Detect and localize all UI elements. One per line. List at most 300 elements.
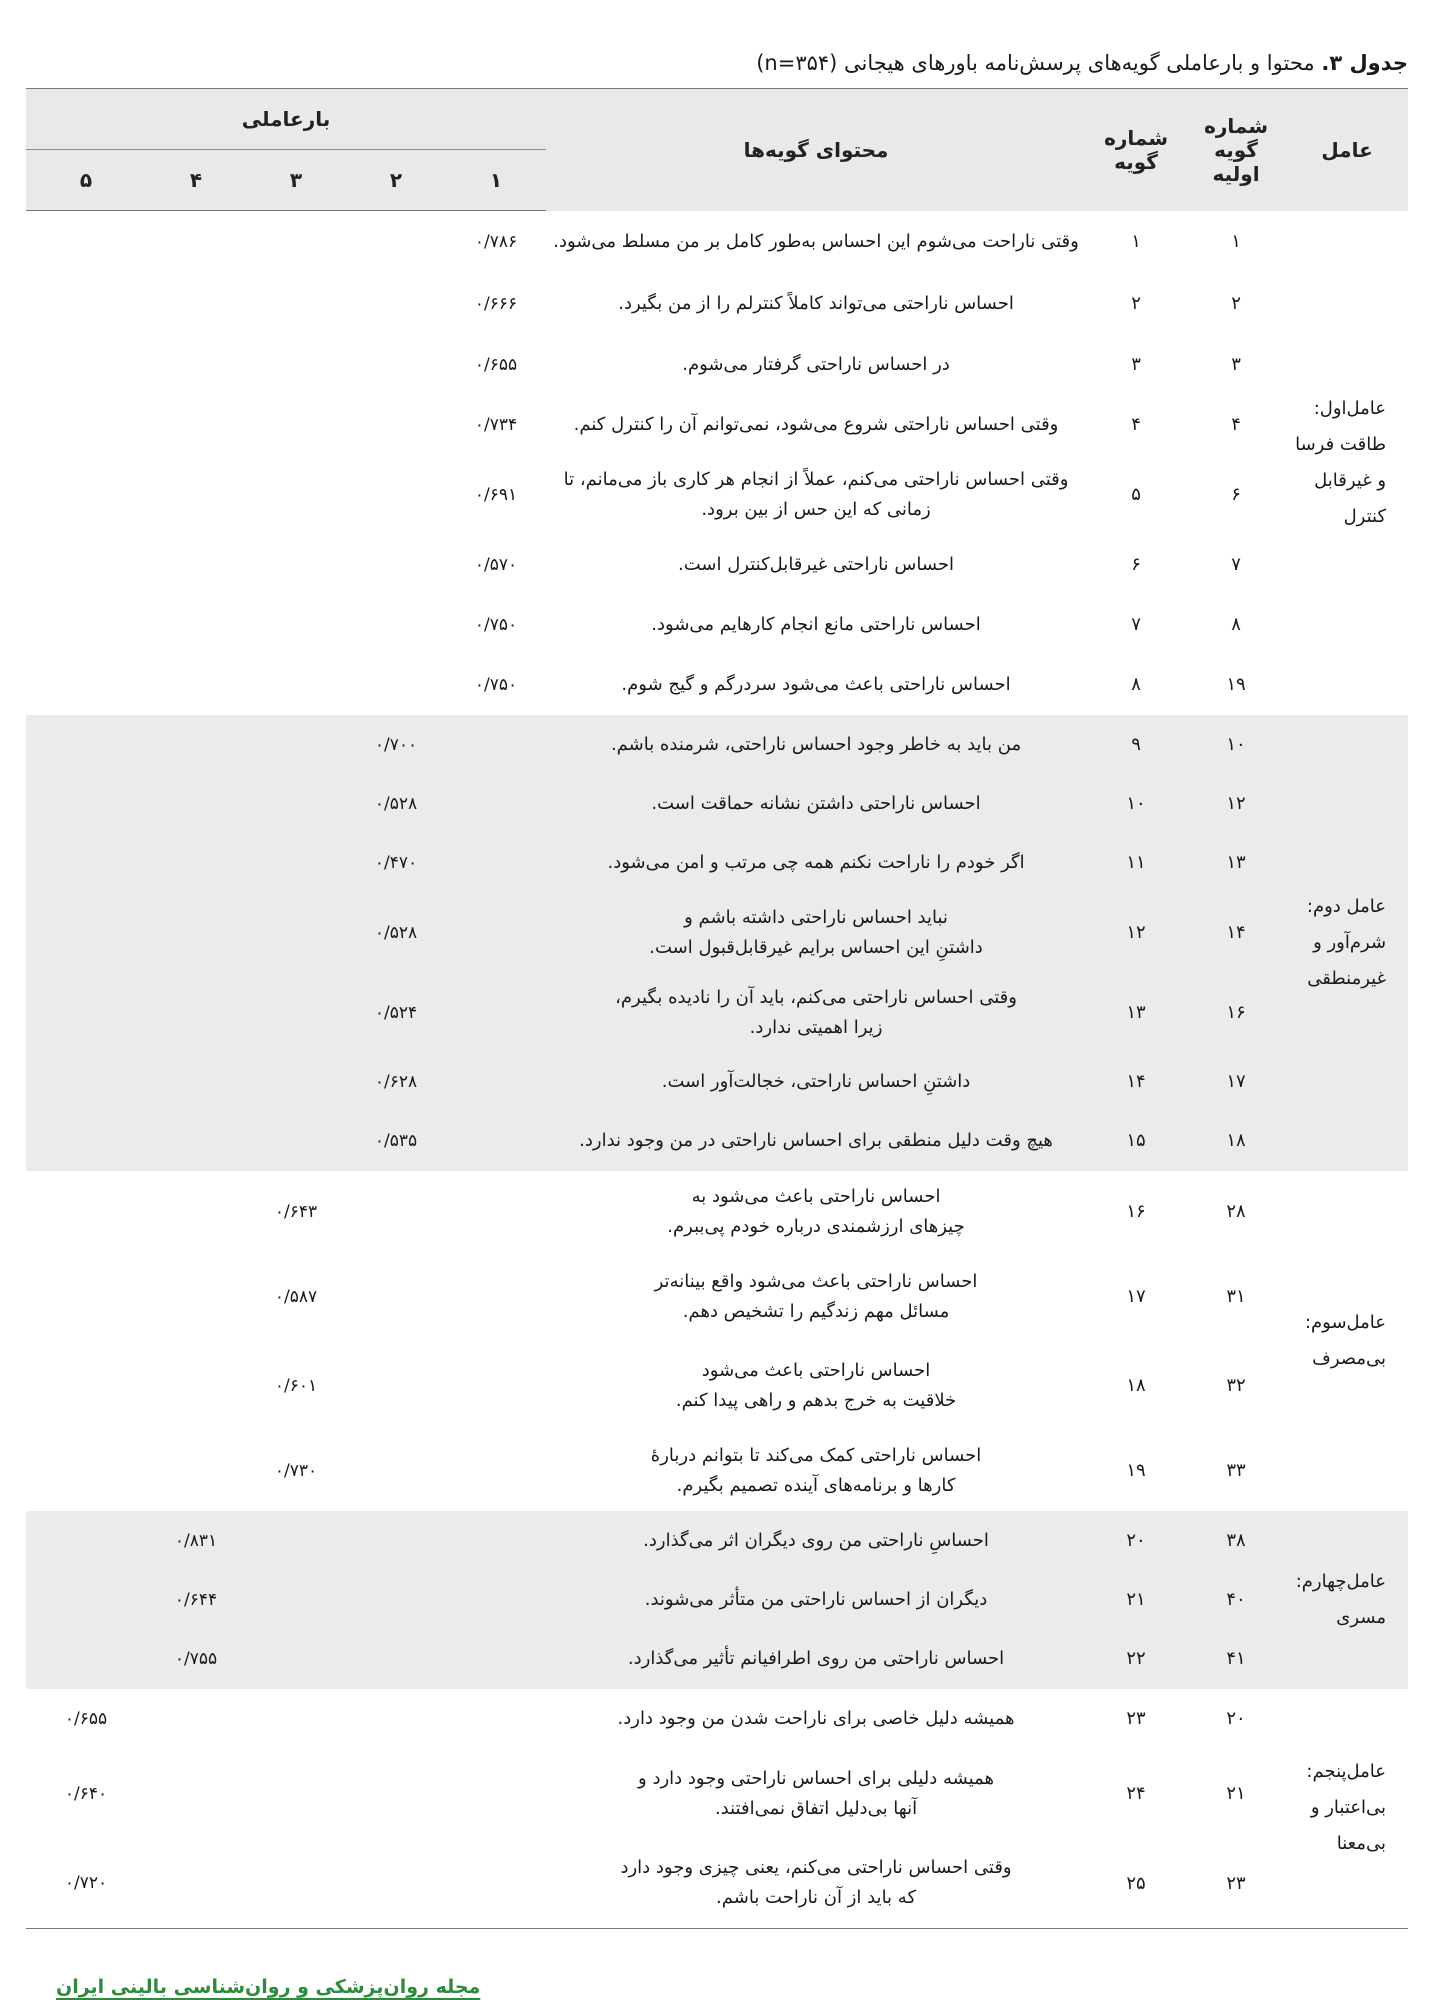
table-row (26, 1253, 1408, 1341)
initial-item-number-text: ۳۳ (1226, 1460, 1246, 1481)
item-content-text: وقتی احساس ناراحتی می‌کنم، یعنی چیزی وجود دارد که باید از آن ناراحت باشم. (620, 1857, 1012, 1909)
initial-item-number-text: ۲۸ (1226, 1201, 1246, 1222)
loading-cell (346, 1111, 446, 1171)
item-content (546, 273, 1086, 335)
loading-cell (26, 1171, 146, 1253)
loading-cell (446, 655, 546, 715)
loading-cell (146, 775, 246, 833)
initial-item-number (1186, 273, 1286, 335)
loading-cell (246, 455, 346, 535)
header-factor: عامل (1286, 89, 1408, 211)
table-row (26, 211, 1408, 273)
loading-value: ۰/۸۳۱ (174, 1530, 218, 1551)
item-content-text: احساس ناراحتی من روی اطرافیانم تأثیر می‌گذارد. (627, 1647, 1005, 1669)
table-page (26, 38, 1408, 1998)
item-content (546, 973, 1086, 1053)
item-number-text: ۱۵ (1126, 1130, 1146, 1151)
loading-cell (26, 1689, 146, 1749)
initial-item-number (1186, 1571, 1286, 1629)
item-number-text: ۱ (1131, 231, 1141, 252)
item-content-text: احساسِ ناراحتی من روی دیگران اثر می‌گذارد. (643, 1529, 989, 1551)
table-row (26, 535, 1408, 595)
loading-cell (26, 1571, 146, 1629)
loading-cell (146, 1749, 246, 1839)
item-number (1086, 1111, 1186, 1171)
loading-cell (446, 535, 546, 595)
initial-item-number-text: ۱۳ (1226, 852, 1246, 873)
initial-item-number (1186, 973, 1286, 1053)
loading-cell (146, 1571, 246, 1629)
loading-value: ۰/۶۴۳ (274, 1201, 318, 1222)
loading-cell (26, 893, 146, 973)
loading-cell (346, 595, 446, 655)
item-number (1086, 1431, 1186, 1511)
header-loading-col: ۳ (246, 150, 346, 211)
item-content-text: داشتنِ احساس ناراحتی، خجالت‌آور است. (661, 1070, 971, 1092)
loading-cell (26, 1839, 146, 1929)
item-number-text: ۵ (1131, 484, 1141, 505)
loading-cell (346, 1253, 446, 1341)
loading-cell (346, 893, 446, 973)
item-content (546, 1341, 1086, 1431)
loading-cell (246, 1171, 346, 1253)
initial-item-number-text: ۴۱ (1226, 1648, 1246, 1669)
initial-item-number (1186, 1431, 1286, 1511)
item-content-text: وقتی احساس ناراحتی شروع می‌شود، نمی‌توانم آن را کنترل کنم. (573, 413, 1059, 435)
loading-value: ۰/۶۹۱ (474, 484, 518, 505)
loading-cell (346, 1749, 446, 1839)
loading-cell (246, 535, 346, 595)
loading-cell (26, 973, 146, 1053)
item-number-text: ۲۰ (1126, 1530, 1146, 1551)
item-content-text: وقتی احساس ناراحتی می‌کنم، عملاً از انجام هر کاری باز می‌مانم، تا زمانی که این حس از بین برود. (563, 468, 1069, 520)
loading-value: ۰/۷۳۰ (274, 1460, 318, 1481)
loading-cell (246, 1431, 346, 1511)
factor-name: عامل‌پنجم: بی‌اعتبار و بی‌معنا (1306, 1761, 1387, 1855)
loading-cell (246, 1053, 346, 1111)
loading-cell (346, 1431, 446, 1511)
item-content-text: اگر خودم را ناراحت نکنم همه چی مرتب و امن می‌شود. (607, 851, 1025, 873)
item-content (546, 775, 1086, 833)
header-initial-item: شماره گویه اولیه (1186, 89, 1286, 211)
loading-cell (146, 595, 246, 655)
item-content-text: من باید به خاطر وجود احساس ناراحتی، شرمنده باشم. (610, 733, 1022, 755)
initial-item-number (1186, 595, 1286, 655)
loading-cell (446, 1571, 546, 1629)
item-number-text: ۲ (1131, 293, 1141, 314)
initial-item-number-text: ۱۶ (1226, 1002, 1246, 1023)
item-number (1086, 455, 1186, 535)
item-number (1086, 211, 1186, 273)
loading-value: ۰/۵۸۷ (274, 1286, 318, 1307)
loading-cell (346, 1689, 446, 1749)
item-content (546, 1749, 1086, 1839)
item-content (546, 1511, 1086, 1571)
loading-cell (246, 1111, 346, 1171)
loading-cell (346, 1839, 446, 1929)
loading-cell (246, 595, 346, 655)
item-content-text: احساس ناراحتی باعث می‌شود واقع بینانه‌تر مسائل مهم زندگیم را تشخیص دهم. (654, 1270, 978, 1322)
factor-name: عامل‌سوم: بی‌مصرف (1304, 1311, 1387, 1369)
loading-cell (446, 775, 546, 833)
initial-item-number (1186, 455, 1286, 535)
loading-cell (446, 715, 546, 775)
item-number (1086, 335, 1186, 395)
loading-cell (146, 1053, 246, 1111)
initial-item-number-text: ۱۸ (1226, 1130, 1246, 1151)
item-number (1086, 715, 1186, 775)
item-number-text: ۲۵ (1126, 1872, 1146, 1894)
loading-cell (26, 455, 146, 535)
loading-cell (146, 655, 246, 715)
item-number (1086, 1629, 1186, 1689)
item-content (546, 893, 1086, 973)
initial-item-number-text: ۶ (1231, 484, 1241, 505)
initial-item-number (1186, 335, 1286, 395)
initial-item-number-text: ۲ (1231, 293, 1241, 314)
initial-item-number (1186, 655, 1286, 715)
item-content-text: همیشه دلیلی برای احساس ناراحتی وجود دارد و آنها بی‌دلیل اتفاق نمی‌افتند. (638, 1767, 995, 1819)
item-number (1086, 395, 1186, 455)
loading-cell (246, 1571, 346, 1629)
loading-cell (446, 211, 546, 273)
table-row (26, 833, 1408, 893)
loading-cell (446, 1053, 546, 1111)
loading-value: ۰/۷۵۵ (174, 1648, 218, 1669)
item-number-text: ۱۶ (1126, 1201, 1146, 1222)
item-number (1086, 893, 1186, 973)
loading-cell (446, 395, 546, 455)
initial-item-number (1186, 1689, 1286, 1749)
loading-cell (446, 1171, 546, 1253)
item-content-text: وقتی احساس ناراحتی می‌کنم، باید آن را نادیده بگیرم، زیرا اهمیتی ندارد. (615, 986, 1017, 1038)
initial-item-number-text: ۸ (1231, 614, 1241, 635)
item-number-text: ۴ (1131, 414, 1141, 435)
header-loading-col: ۲ (346, 150, 446, 211)
item-content-text: در احساس ناراحتی گرفتار می‌شوم. (682, 353, 950, 375)
item-content-text: احساس ناراحتی باعث می‌شود خلاقیت به خرج بدهم و راهی پیدا کنم. (675, 1359, 957, 1411)
loading-cell (26, 715, 146, 775)
initial-item-number-text: ۱۹ (1226, 674, 1246, 695)
table-row (26, 1111, 1408, 1171)
initial-item-number-text: ۳۱ (1226, 1286, 1246, 1307)
initial-item-number-text: ۳ (1231, 354, 1241, 375)
item-number-text: ۹ (1131, 734, 1141, 755)
loading-value: ۰/۵۷۰ (474, 554, 518, 575)
item-number-text: ۱۷ (1126, 1286, 1146, 1307)
loading-cell (246, 775, 346, 833)
table-row (26, 273, 1408, 335)
item-content (546, 1053, 1086, 1111)
item-content-text: نباید احساس ناراحتی داشته باشم و داشتنِ این احساس برایم غیرقابل‌قبول است. (649, 906, 983, 958)
loading-value: ۰/۵۲۴ (374, 1002, 418, 1023)
table-caption (26, 38, 1408, 88)
item-number (1086, 1171, 1186, 1253)
initial-item-number (1186, 833, 1286, 893)
loading-cell (146, 1171, 246, 1253)
loading-cell (446, 455, 546, 535)
loading-cell (146, 973, 246, 1053)
table-row (26, 1053, 1408, 1111)
initial-item-number-text: ۳۲ (1226, 1375, 1246, 1396)
factor-name: عامل دوم: شرم‌آور و غیرمنطقی (1286, 715, 1408, 1171)
loading-cell (146, 1111, 246, 1171)
item-content (546, 455, 1086, 535)
item-number (1086, 595, 1186, 655)
loading-value: ۰/۷۵۰ (474, 674, 518, 695)
loading-value: ۰/۵۲۸ (374, 793, 418, 814)
table-row (26, 1839, 1408, 1929)
item-number (1086, 1053, 1186, 1111)
loading-cell (246, 273, 346, 335)
loading-cell (26, 535, 146, 595)
loading-cell (446, 273, 546, 335)
loading-cell (346, 1629, 446, 1689)
initial-item-number (1186, 1053, 1286, 1111)
header-loadings: بارعاملی (26, 89, 546, 150)
loading-value: ۰/۶۰۱ (274, 1375, 318, 1396)
item-number-text: ۱۸ (1126, 1375, 1146, 1396)
loading-cell (446, 1341, 546, 1431)
table-row (26, 1511, 1408, 1571)
header-loading-col: ۵ (26, 150, 146, 211)
loading-cell (246, 211, 346, 273)
item-number (1086, 1571, 1186, 1629)
item-number-text: ۲۱ (1126, 1589, 1146, 1610)
item-content-text: دیگران از احساس ناراحتی من متأثر می‌شوند. (644, 1588, 988, 1610)
loading-cell (446, 973, 546, 1053)
loading-cell (446, 893, 546, 973)
loading-cell (26, 1053, 146, 1111)
header-loading-col: ۱ (446, 150, 546, 211)
item-number (1086, 973, 1186, 1053)
initial-item-number-text: ۴۰ (1226, 1589, 1246, 1610)
loading-cell (246, 1629, 346, 1689)
item-number (1086, 775, 1186, 833)
table-row (26, 1171, 1408, 1253)
loading-cell (446, 335, 546, 395)
loading-cell (26, 1341, 146, 1431)
item-content-text: همیشه دلیل خاصی برای ناراحت شدن من وجود دارد. (617, 1707, 1015, 1729)
item-number-text: ۷ (1131, 614, 1141, 635)
loading-cell (346, 273, 446, 335)
loading-value: ۰/۷۸۶ (474, 231, 518, 252)
loading-value: ۰/۶۵۵ (474, 354, 518, 375)
loading-cell (146, 211, 246, 273)
table-row (26, 775, 1408, 833)
loading-cell (346, 535, 446, 595)
table-row (26, 335, 1408, 395)
loading-cell (146, 1689, 246, 1749)
item-content-text: وقتی ناراحت می‌شوم این احساس به‌طور کامل بر من مسلط می‌شود. (553, 230, 1079, 252)
table-row (26, 1571, 1408, 1629)
initial-item-number-text: ۴ (1231, 414, 1241, 435)
item-number-text: ۶ (1131, 554, 1141, 575)
initial-item-number (1186, 1511, 1286, 1571)
initial-item-number-text: ۲۱ (1226, 1783, 1246, 1804)
loading-cell (346, 655, 446, 715)
table-row (26, 1629, 1408, 1689)
item-number-text: ۱۹ (1126, 1460, 1146, 1481)
loading-cell (146, 1431, 246, 1511)
loading-cell (346, 455, 446, 535)
loading-cell (26, 1111, 146, 1171)
item-number-text: ۲۳ (1126, 1708, 1146, 1729)
loading-cell (26, 833, 146, 893)
item-number (1086, 1341, 1186, 1431)
loading-value: ۰/۶۴۰ (64, 1783, 108, 1804)
loading-cell (246, 1749, 346, 1839)
initial-item-number (1186, 1111, 1286, 1171)
loading-cell (446, 1839, 546, 1929)
initial-item-number (1186, 1749, 1286, 1839)
item-number (1086, 833, 1186, 893)
header-content: محتوای گویه‌ها (546, 89, 1086, 211)
loading-cell (26, 775, 146, 833)
factor-name: عامل‌چهارم: مسری (1286, 1511, 1408, 1689)
loading-value: ۰/۴۷۰ (374, 852, 418, 873)
initial-item-number-text: ۱ (1231, 231, 1241, 252)
loading-cell (26, 395, 146, 455)
loading-cell (346, 775, 446, 833)
initial-item-number (1186, 1341, 1286, 1431)
loading-cell (446, 1253, 546, 1341)
loading-cell (346, 833, 446, 893)
loading-cell (146, 335, 246, 395)
table-row (26, 893, 1408, 973)
loading-cell (246, 655, 346, 715)
loading-cell (26, 335, 146, 395)
initial-item-number (1186, 893, 1286, 973)
loading-cell (146, 1629, 246, 1689)
item-content (546, 335, 1086, 395)
loading-cell (146, 715, 246, 775)
loading-cell (26, 273, 146, 335)
item-content-text: احساس ناراحتی غیرقابل‌کنترل است. (678, 553, 955, 575)
loading-cell (146, 893, 246, 973)
loading-cell (146, 273, 246, 335)
item-number (1086, 1511, 1186, 1571)
table-row (26, 1431, 1408, 1511)
item-content (546, 1571, 1086, 1629)
loading-cell (26, 1253, 146, 1341)
loading-cell (26, 1511, 146, 1571)
loading-cell (26, 595, 146, 655)
loading-cell (446, 1749, 546, 1839)
loading-value: ۰/۵۲۸ (374, 922, 418, 943)
loading-value: ۰/۶۵۵ (64, 1708, 108, 1729)
loading-cell (346, 211, 446, 273)
item-number-text: ۲۴ (1126, 1783, 1146, 1804)
loading-cell (26, 1629, 146, 1689)
loading-cell (146, 395, 246, 455)
item-number-text: ۳ (1131, 354, 1141, 375)
item-number-text: ۱۱ (1126, 852, 1146, 873)
item-content (546, 715, 1086, 775)
loading-cell (346, 1171, 446, 1253)
loading-cell (146, 833, 246, 893)
initial-item-number-text: ۱۲ (1226, 793, 1246, 814)
loading-cell (246, 1511, 346, 1571)
initial-item-number-text: ۲۳ (1226, 1872, 1246, 1894)
initial-item-number (1186, 1629, 1286, 1689)
caption-label: جدول ۳. (1321, 51, 1408, 75)
journal-logo: مجله روان‌پزشکی و روان‌شناسی بالینی ایران (56, 1976, 481, 1998)
loading-cell (146, 535, 246, 595)
loading-cell (446, 1431, 546, 1511)
loading-value: ۰/۶۶۶ (474, 293, 518, 314)
item-content (546, 1253, 1086, 1341)
item-content (546, 1629, 1086, 1689)
item-content (546, 1839, 1086, 1929)
item-number (1086, 1253, 1186, 1341)
loading-cell (246, 833, 346, 893)
loading-cell (346, 395, 446, 455)
item-number (1086, 273, 1186, 335)
header-loading-col: ۴ (146, 150, 246, 211)
factor-group (26, 211, 1408, 715)
table-row (26, 1689, 1408, 1749)
loading-cell (246, 1689, 346, 1749)
item-content (546, 211, 1086, 273)
table-row (26, 1341, 1408, 1431)
item-content (546, 595, 1086, 655)
item-number (1086, 1689, 1186, 1749)
table-row (26, 455, 1408, 535)
item-number-text: ۸ (1131, 674, 1141, 695)
header-item-number: شماره گویه (1086, 89, 1186, 211)
loading-cell (346, 715, 446, 775)
item-content (546, 1689, 1086, 1749)
initial-item-number-text: ۱۴ (1226, 922, 1246, 943)
initial-item-number-text: ۱۰ (1226, 734, 1246, 755)
initial-item-number (1186, 535, 1286, 595)
loading-value: ۰/۷۲۰ (64, 1873, 108, 1894)
initial-item-number (1186, 211, 1286, 273)
initial-item-number (1186, 395, 1286, 455)
item-content-text: احساس ناراحتی می‌تواند کاملاً کنترلم را از من بگیرد. (618, 292, 1014, 314)
loading-cell (346, 973, 446, 1053)
item-content-text: احساس ناراحتی باعث می‌شود سردرگم و گیج شوم. (621, 673, 1011, 695)
factor-group (26, 1511, 1408, 1689)
loading-cell (446, 833, 546, 893)
loading-value: ۰/۵۳۵ (374, 1130, 418, 1151)
loading-cell (246, 1253, 346, 1341)
item-number (1086, 1749, 1186, 1839)
loading-cell (246, 1341, 346, 1431)
item-number-text: ۱۴ (1126, 1071, 1146, 1092)
loading-cell (346, 335, 446, 395)
table-row (26, 655, 1408, 715)
loading-cell (146, 1839, 246, 1929)
loading-cell (346, 1571, 446, 1629)
factor-group (26, 1171, 1408, 1511)
loading-cell (446, 1511, 546, 1571)
item-content-text: احساس ناراحتی باعث می‌شود به چیزهای ارزشمندی درباره خودم پی‌ببرم. (667, 1185, 965, 1237)
table-row (26, 715, 1408, 775)
loading-cell (26, 211, 146, 273)
item-content (546, 833, 1086, 893)
table-header (26, 89, 1408, 211)
loading-cell (246, 715, 346, 775)
loading-value: ۰/۶۴۴ (174, 1589, 218, 1610)
loading-cell (346, 1511, 446, 1571)
item-content-text: احساس ناراحتی مانع انجام کارهایم می‌شود. (651, 613, 981, 635)
item-content (546, 1171, 1086, 1253)
factor-group (26, 715, 1408, 1171)
loading-value: ۰/۷۳۴ (474, 414, 518, 435)
loading-cell (246, 335, 346, 395)
